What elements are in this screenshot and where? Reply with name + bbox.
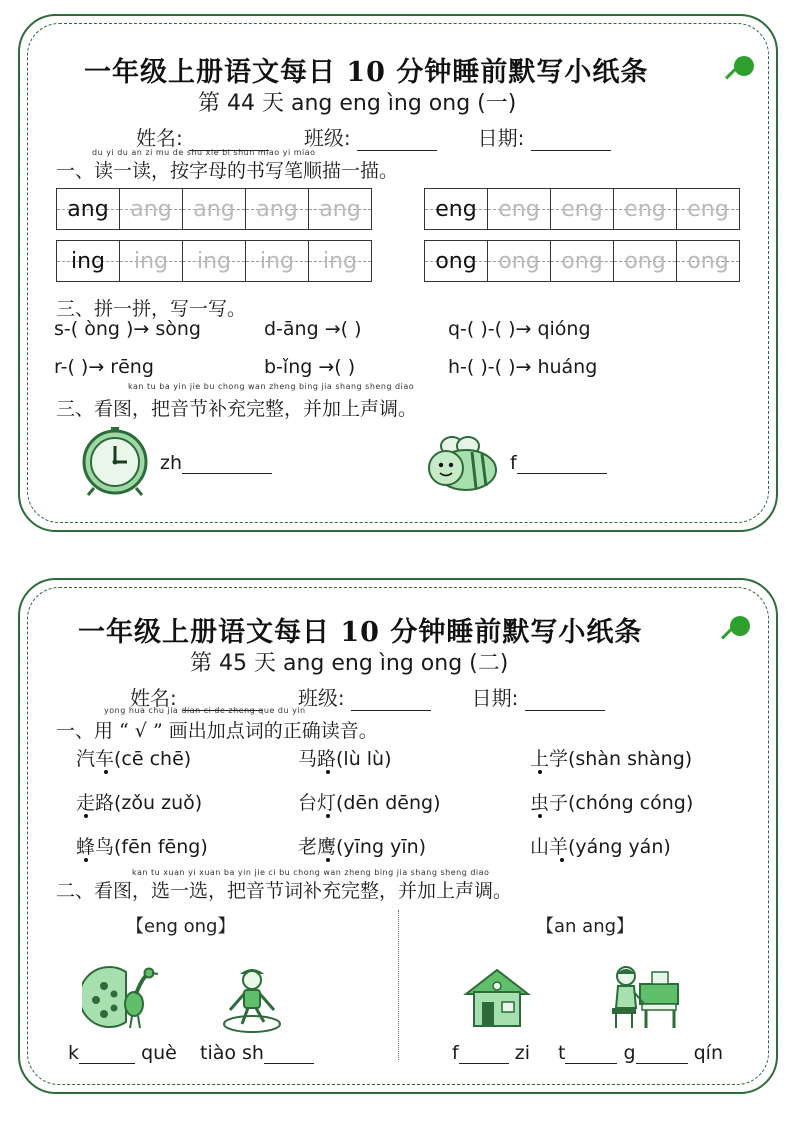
choice-item[interactable]: 台灯(dēn dēng) bbox=[298, 792, 441, 814]
spell-item[interactable]: d-āng →( ) bbox=[264, 318, 362, 340]
spell-item[interactable]: r-( )→ rēng bbox=[54, 356, 154, 378]
section-heading-2: 三、拼一拼，写一写。 bbox=[56, 298, 247, 320]
alarm-clock-icon bbox=[76, 426, 154, 496]
card-title: 一年级上册语文每日 10 分钟睡前默写小纸条 bbox=[78, 617, 643, 648]
answer-item-bee[interactable]: f bbox=[510, 452, 607, 474]
grid-cell[interactable]: eng bbox=[677, 189, 739, 229]
choice-item[interactable]: 蜂鸟(fēn fēng) bbox=[76, 836, 208, 858]
emphasis-dot bbox=[84, 858, 88, 862]
worksheet-card-day44 bbox=[18, 14, 778, 532]
date-field[interactable] bbox=[525, 710, 605, 711]
section-heading-3: 三、看图，把音节补充完整，并加上声调。 bbox=[56, 398, 418, 420]
grid-cell[interactable]: ong bbox=[614, 241, 677, 281]
section-heading-1: 一、用 “ √ ” 画出加点词的正确读音。 bbox=[56, 720, 378, 742]
answer-item-piano[interactable]: t g qín bbox=[558, 1042, 723, 1064]
class-field[interactable] bbox=[351, 710, 431, 711]
grid-cell[interactable]: ing bbox=[309, 241, 371, 281]
choice-item[interactable]: 马路(lù lù) bbox=[298, 748, 392, 770]
answer-item-peacock[interactable]: k què bbox=[68, 1042, 177, 1064]
jump-rope-boy-icon bbox=[220, 964, 284, 1034]
day-subtitle: 第 44 天 ang eng ìng ong (一) bbox=[198, 91, 517, 116]
date-field[interactable] bbox=[531, 150, 611, 151]
tracing-grid-ang bbox=[56, 188, 372, 230]
answer-blank[interactable] bbox=[565, 1063, 617, 1064]
info-row bbox=[136, 122, 611, 151]
grid-cell[interactable]: ong bbox=[677, 241, 739, 281]
choice-item[interactable]: 老鹰(yīng yīn) bbox=[298, 836, 427, 858]
pushpin-icon bbox=[730, 616, 750, 636]
piano-girl-icon bbox=[606, 964, 682, 1030]
grid-cell[interactable]: ong bbox=[551, 241, 614, 281]
pinyin-annotation: kan tu xuan yi xuan ba yin jie ci bu chong wan zheng bing jia shang sheng diao bbox=[132, 868, 490, 877]
date-label: 日期: bbox=[477, 126, 525, 150]
grid-cell[interactable]: ing bbox=[183, 241, 246, 281]
answer-blank[interactable] bbox=[459, 1063, 509, 1064]
pinyin-annotation: kan tu ba yin jie bu chong wan zheng bing jia shang sheng diao bbox=[128, 382, 415, 391]
house-icon bbox=[462, 966, 532, 1028]
name-label: 姓名: bbox=[130, 686, 177, 710]
day-subtitle: 第 45 天 ang eng ìng ong (二) bbox=[190, 651, 509, 676]
choice-bracket-left: 【eng ong】 bbox=[126, 916, 236, 937]
grid-cell[interactable]: ong bbox=[488, 241, 551, 281]
answer-item-clock[interactable]: zh bbox=[160, 452, 272, 474]
pinyin-annotation: yong hua chu jia dian ci de zheng que du yin bbox=[104, 706, 306, 715]
section-heading-2: 二、看图，选一选，把音节词补充完整，并加上声调。 bbox=[56, 880, 513, 902]
emphasis-dot bbox=[84, 814, 88, 818]
answer-blank[interactable] bbox=[79, 1063, 135, 1064]
choice-item[interactable]: 虫子(chóng cóng) bbox=[530, 792, 694, 814]
grid-cell[interactable]: eng bbox=[614, 189, 677, 229]
choice-item[interactable]: 上学(shàn shàng) bbox=[530, 748, 693, 770]
spell-item[interactable]: s-( òng )→ sòng bbox=[54, 318, 201, 340]
grid-cell[interactable]: eng bbox=[551, 189, 614, 229]
column-divider bbox=[398, 910, 399, 1060]
choice-item[interactable]: 走路(zǒu zuǒ) bbox=[76, 792, 203, 814]
peacock-icon bbox=[82, 964, 162, 1030]
answer-blank[interactable] bbox=[182, 473, 272, 474]
emphasis-dot bbox=[326, 858, 330, 862]
answer-item-house[interactable]: f zi bbox=[452, 1042, 531, 1064]
section-heading-1: 一、读一读，按字母的书写笔顺描一描。 bbox=[56, 160, 399, 182]
grid-cell[interactable]: ing bbox=[246, 241, 309, 281]
emphasis-dot bbox=[104, 770, 108, 774]
worksheet-card-day45 bbox=[18, 578, 778, 1094]
date-label: 日期: bbox=[471, 686, 519, 710]
grid-cell: ing bbox=[57, 241, 120, 281]
choice-bracket-right: 【an ang】 bbox=[536, 916, 635, 937]
spell-item[interactable]: h-( )-( )→ huáng bbox=[448, 356, 598, 378]
emphasis-dot bbox=[560, 858, 564, 862]
emphasis-dot bbox=[326, 770, 330, 774]
answer-item-jump-rope[interactable]: tiào sh bbox=[200, 1042, 314, 1064]
class-label: 班级: bbox=[303, 126, 351, 150]
pinyin-annotation: du yi du an zi mu de shu xie bi shun miao yi miao bbox=[92, 148, 316, 157]
answer-blank[interactable] bbox=[636, 1063, 688, 1064]
grid-cell[interactable]: ang bbox=[183, 189, 246, 229]
answer-blank[interactable] bbox=[264, 1063, 314, 1064]
class-field[interactable] bbox=[357, 150, 437, 151]
spell-item[interactable]: b-ǐng →( ) bbox=[264, 356, 356, 378]
card-title: 一年级上册语文每日 10 分钟睡前默写小纸条 bbox=[84, 57, 649, 88]
bee-icon bbox=[422, 434, 502, 494]
emphasis-dot bbox=[326, 814, 330, 818]
answer-blank[interactable] bbox=[517, 473, 607, 474]
grid-cell[interactable]: ang bbox=[120, 189, 183, 229]
emphasis-dot bbox=[538, 770, 542, 774]
grid-cell[interactable]: eng bbox=[488, 189, 551, 229]
name-label: 姓名: bbox=[136, 126, 183, 150]
grid-cell[interactable]: ing bbox=[120, 241, 183, 281]
grid-cell: ang bbox=[57, 189, 120, 229]
tracing-grid-ong bbox=[424, 240, 740, 282]
pushpin-icon bbox=[734, 56, 754, 76]
tracing-grid-ing bbox=[56, 240, 372, 282]
class-label: 班级: bbox=[297, 686, 345, 710]
spell-item[interactable]: q-( )-( )→ qióng bbox=[448, 318, 591, 340]
grid-cell: ong bbox=[425, 241, 488, 281]
tracing-grid-eng bbox=[424, 188, 740, 230]
choice-item[interactable]: 山羊(yáng yán) bbox=[530, 836, 671, 858]
grid-cell[interactable]: ang bbox=[309, 189, 371, 229]
grid-cell[interactable]: ang bbox=[246, 189, 309, 229]
choice-item[interactable]: 汽车(cē chē) bbox=[76, 748, 192, 770]
grid-cell: eng bbox=[425, 189, 488, 229]
emphasis-dot bbox=[538, 814, 542, 818]
